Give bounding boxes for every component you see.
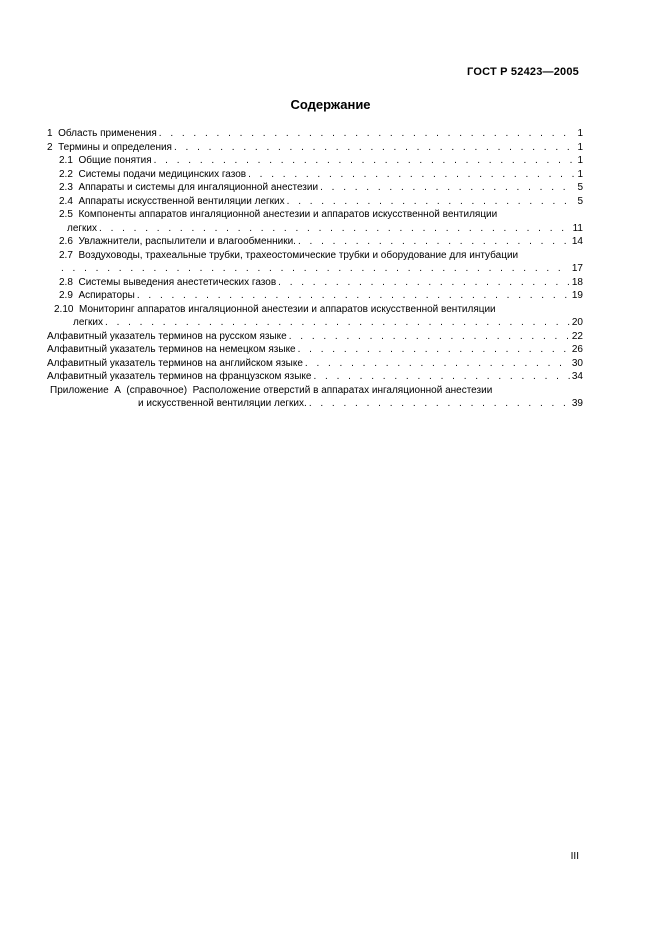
toc-text: Алфавитный указатель терминов на французском языке bbox=[47, 371, 312, 382]
toc-entry[interactable] bbox=[47, 330, 583, 344]
dot-leader bbox=[278, 276, 570, 290]
toc-text: Алфавитный указатель терминов на немецком языке bbox=[47, 344, 296, 355]
table-of-contents bbox=[47, 127, 583, 411]
toc-page: 18 bbox=[571, 276, 583, 288]
toc-entry[interactable] bbox=[47, 127, 583, 141]
toc-text-continuation: легких bbox=[73, 317, 104, 328]
page-number-roman: III bbox=[570, 851, 579, 862]
toc-text: Аппараты искусственной вентиляции легких bbox=[78, 195, 285, 207]
toc-page: 1 bbox=[577, 155, 583, 166]
toc-text: Системы подачи медицинских газов bbox=[78, 168, 247, 180]
toc-text: Аппараты и системы для ингаляционной анестезии bbox=[78, 182, 319, 193]
toc-page: 17 bbox=[571, 263, 583, 274]
toc-entry[interactable] bbox=[47, 357, 583, 371]
toc-entry[interactable] bbox=[47, 249, 583, 263]
dot-leader bbox=[137, 289, 570, 303]
toc-text: Термины и определения bbox=[58, 141, 172, 153]
dot-leader bbox=[305, 357, 570, 371]
toc-number: 2.10 bbox=[54, 303, 74, 315]
dot-leader bbox=[159, 127, 576, 141]
toc-number: 2 bbox=[47, 141, 53, 153]
toc-page: 22 bbox=[571, 330, 583, 342]
dot-leader bbox=[61, 262, 570, 276]
toc-entry[interactable] bbox=[47, 208, 583, 222]
toc-text: Компоненты аппаратов ингаляционной анестезии и аппаратов искусственной вентиляции bbox=[78, 209, 498, 220]
toc-entry[interactable] bbox=[47, 235, 583, 249]
toc-number: 2.5 bbox=[59, 209, 73, 220]
toc-page: 1 bbox=[577, 168, 583, 180]
toc-number: 2.8 bbox=[59, 276, 73, 288]
dot-leader bbox=[298, 343, 570, 357]
toc-text: Воздуховоды, трахеальные трубки, трахеостомические трубки и оборудование для интубации bbox=[78, 249, 519, 261]
toc-text: Алфавитный указатель терминов на русском языке bbox=[47, 330, 287, 342]
toc-entry[interactable] bbox=[47, 154, 583, 168]
toc-entry[interactable] bbox=[47, 276, 583, 290]
toc-entry-continuation[interactable] bbox=[47, 397, 583, 411]
toc-page: 20 bbox=[571, 317, 583, 328]
toc-page: 1 bbox=[577, 128, 583, 139]
toc-number: 2.2 bbox=[59, 168, 73, 180]
toc-text: Системы выведения анестетических газов bbox=[78, 276, 277, 288]
dot-leader bbox=[289, 330, 570, 344]
toc-text: Приложение А (справочное) Расположение отверстий в аппаратах ингаляционной анестезии bbox=[50, 384, 493, 396]
toc-number: 2.1 bbox=[59, 155, 73, 166]
toc-entry[interactable] bbox=[47, 370, 583, 384]
toc-page: 14 bbox=[571, 236, 583, 247]
toc-number: 2.6 bbox=[59, 236, 73, 247]
toc-entry[interactable] bbox=[47, 384, 583, 398]
toc-number: 2.9 bbox=[59, 290, 73, 301]
standard-number: ГОСТ Р 52423—2005 bbox=[467, 66, 579, 78]
toc-entry[interactable] bbox=[47, 168, 583, 182]
dot-leader bbox=[298, 235, 570, 249]
dot-leader bbox=[309, 397, 570, 411]
dot-leader bbox=[248, 168, 575, 182]
toc-page: 5 bbox=[577, 182, 583, 193]
toc-page: 39 bbox=[571, 398, 583, 409]
toc-entry-continuation[interactable] bbox=[47, 316, 583, 330]
toc-entry[interactable] bbox=[47, 195, 583, 209]
toc-text-continuation: легких bbox=[67, 222, 98, 234]
toc-page: 26 bbox=[571, 344, 583, 355]
toc-page: 5 bbox=[577, 195, 583, 207]
toc-entry[interactable] bbox=[47, 141, 583, 155]
toc-text-continuation: и искусственной вентиляции легких. bbox=[138, 398, 307, 409]
toc-entry-continuation[interactable] bbox=[47, 262, 583, 276]
toc-number: 2.4 bbox=[59, 195, 73, 207]
toc-number: 2.3 bbox=[59, 182, 73, 193]
dot-leader bbox=[320, 181, 575, 195]
toc-page: 1 bbox=[577, 141, 583, 153]
dot-leader bbox=[174, 141, 575, 155]
toc-entry[interactable] bbox=[47, 343, 583, 357]
toc-page: 30 bbox=[571, 357, 583, 369]
toc-entry[interactable] bbox=[47, 289, 583, 303]
dot-leader bbox=[287, 195, 576, 209]
toc-number: 2.7 bbox=[59, 249, 73, 261]
toc-page: 19 bbox=[571, 290, 583, 301]
toc-text: Мониторинг аппаратов ингаляционной анестезии и аппаратов искусственной вентиляции bbox=[79, 303, 496, 315]
toc-text: Область применения bbox=[58, 128, 157, 139]
dot-leader bbox=[105, 316, 570, 330]
page-title: Содержание bbox=[290, 97, 371, 112]
toc-text: Увлажнители, распылители и влагообменники. bbox=[78, 236, 296, 247]
toc-text: Общие понятия bbox=[78, 155, 152, 166]
toc-text: Алфавитный указатель терминов на английском языке bbox=[47, 357, 303, 369]
toc-text: Аспираторы bbox=[78, 290, 135, 301]
toc-page: 11 bbox=[572, 222, 583, 234]
toc-entry[interactable] bbox=[47, 303, 583, 317]
dot-leader bbox=[313, 370, 569, 384]
toc-entry[interactable] bbox=[47, 181, 583, 195]
toc-number: 1 bbox=[47, 128, 53, 139]
dot-leader bbox=[154, 154, 576, 168]
toc-entry-continuation[interactable] bbox=[47, 222, 583, 236]
dot-leader bbox=[99, 222, 571, 236]
toc-page: 34 bbox=[571, 371, 583, 382]
